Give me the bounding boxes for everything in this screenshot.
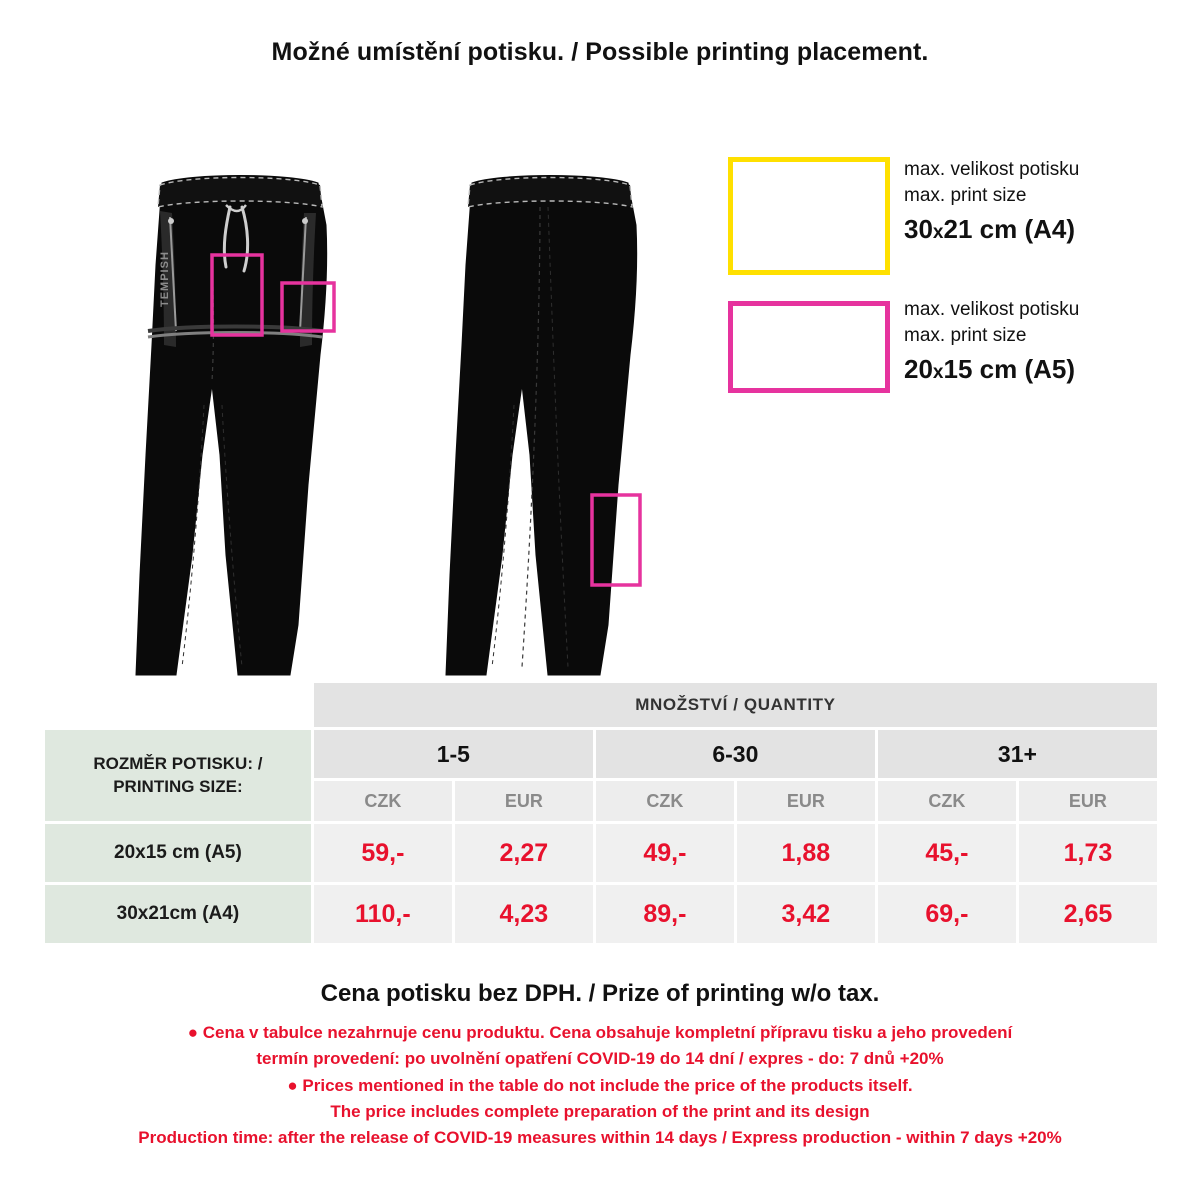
- table-row: [45, 824, 1157, 882]
- footer-note-block: [0, 1020, 1200, 1152]
- legend-a4-paper: (A4): [1024, 214, 1076, 245]
- legend-a5-size-x: x: [932, 362, 944, 384]
- table-row-quantity-groups: [45, 730, 1157, 778]
- pants-back-view: [446, 176, 730, 676]
- legend-a4-size: [904, 212, 1079, 247]
- currency-header-6: EUR: [1019, 781, 1157, 821]
- price-a5-6-30-czk: 49,-: [596, 824, 734, 882]
- table-row: [45, 885, 1157, 943]
- price-a4-31plus-eur: 2,65: [1019, 885, 1157, 943]
- brand-label: TEMPISH: [159, 251, 171, 307]
- printing-size-header-line2: PRINTING SIZE:: [113, 776, 243, 796]
- price-a5-31plus-czk: 45,-: [878, 824, 1016, 882]
- price-a5-1-5-eur: 2,27: [455, 824, 593, 882]
- price-a4-6-30-eur: 3,42: [737, 885, 875, 943]
- legend-a5-line1: max. velikost potisku: [904, 299, 1080, 320]
- currency-header-2: EUR: [455, 781, 593, 821]
- currency-header-5: CZK: [878, 781, 1016, 821]
- printing-size-header-line1: ROZMĚR POTISKU: /: [93, 753, 263, 773]
- legend-item-a4: [728, 157, 1188, 275]
- footer-line-3: ● Prices mentioned in the table do not include the price of the products itself.: [287, 1075, 913, 1095]
- price-a4-1-5-eur: 4,23: [455, 885, 593, 943]
- currency-header-1: CZK: [314, 781, 452, 821]
- pants-front-view: [136, 176, 334, 676]
- row-label-a5: 20x15 cm (A5): [45, 824, 311, 882]
- price-table: [42, 680, 1160, 946]
- footer-line-4: The price includes complete preparation of the print and its design: [330, 1102, 870, 1122]
- pants-illustration: [130, 155, 730, 695]
- illustration-area: [0, 67, 1200, 627]
- legend-a4-line1: max. velikost potisku: [904, 159, 1080, 180]
- footer-title: Cena potisku bez DPH. / Prize of printing w/o tax.: [320, 980, 880, 1007]
- quantity-group-1: 1-5: [314, 730, 593, 778]
- pink-swatch-icon: [728, 301, 890, 393]
- price-a4-31plus-czk: 69,-: [878, 885, 1016, 943]
- legend-item-a5: [728, 297, 1188, 393]
- table-corner-blank: [45, 683, 311, 727]
- page-title: Možné umístění potisku. / Possible printing placement.: [271, 38, 929, 66]
- footer-line-5: Production time: after the release of COVID-19 measures within 14 days / Express production - within 7 days +20%: [138, 1128, 1062, 1148]
- table-row-quantity-header: [45, 683, 1157, 727]
- yellow-swatch-icon: [728, 157, 890, 275]
- legend-a5-paper: (A5): [1024, 354, 1076, 385]
- legend-a4-size-x: x: [932, 222, 944, 244]
- quantity-group-2: 6-30: [596, 730, 875, 778]
- legend-a5-size-value: 20: [904, 354, 933, 385]
- quantity-header-cell: MNOŽSTVÍ / QUANTITY: [314, 683, 1157, 727]
- price-a5-31plus-eur: 1,73: [1019, 824, 1157, 882]
- printing-size-header-cell: [45, 730, 311, 821]
- legend-a5-size-rest: 15 cm: [943, 354, 1018, 385]
- currency-header-3: CZK: [596, 781, 734, 821]
- quantity-group-3: 31+: [878, 730, 1157, 778]
- legend-a4-size-value: 30: [904, 214, 933, 245]
- legend-a4-line2: max. print size: [904, 184, 1027, 206]
- price-a5-1-5-czk: 59,-: [314, 824, 452, 882]
- price-a4-1-5-czk: 110,-: [314, 885, 452, 943]
- currency-header-4: EUR: [737, 781, 875, 821]
- row-label-a4: 30x21cm (A4): [45, 885, 311, 943]
- legend-a5-size: [904, 352, 1079, 387]
- footer-line-2: termín provedení: po uvolnění opatření COVID-19 do 14 dní / expres - do: 7 dnů +20%: [256, 1049, 944, 1069]
- price-a5-6-30-eur: 1,88: [737, 824, 875, 882]
- footer-line-1: ● Cena v tabulce nezahrnuje cenu produktu. Cena obsahuje kompletní přípravu tisku a jeho provedení: [187, 1023, 1013, 1042]
- legend-a5-line2: max. print size: [904, 324, 1027, 346]
- legend-a4-size-rest: 21 cm: [943, 214, 1018, 245]
- footer-notes: [0, 980, 1200, 1152]
- print-size-legend: [728, 157, 1188, 415]
- price-a4-6-30-czk: 89,-: [596, 885, 734, 943]
